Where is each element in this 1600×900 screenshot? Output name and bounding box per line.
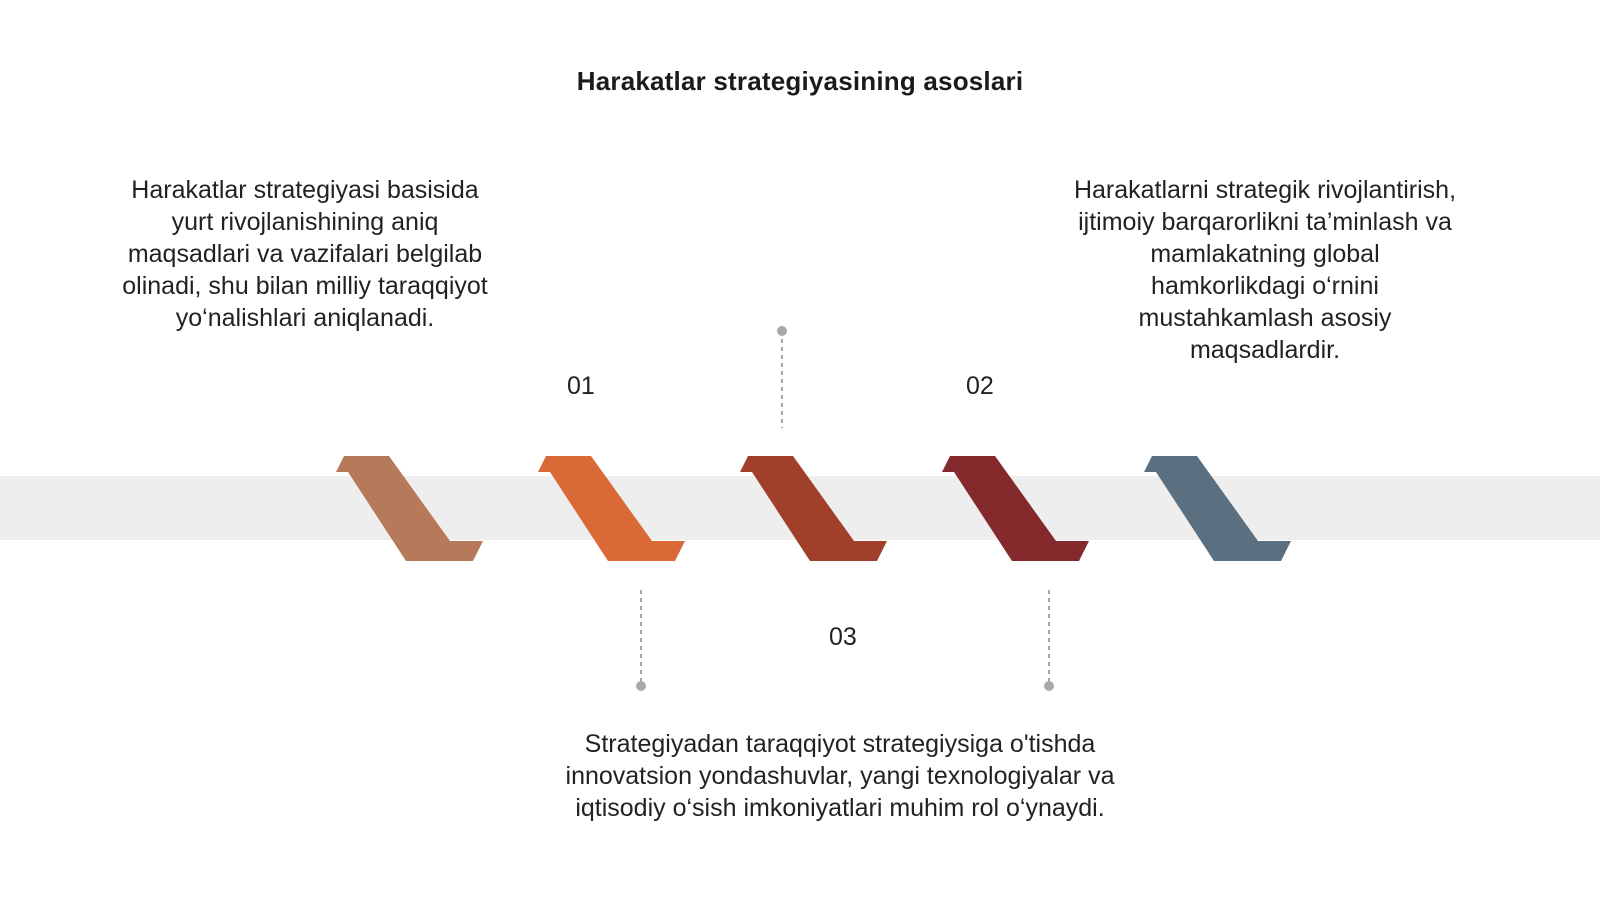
step-03-number: 03: [829, 623, 857, 651]
chevron-shape-2: [538, 456, 685, 561]
chevron-shape-4: [942, 456, 1089, 561]
step-01-text: Harakatlar strategiyasi basisida yurt rivojlanishining aniq maqsadlari va vazifalari belgilab olinadi, shu bilan milliy taraqqiyot yo‘nalishlari aniqlanadi.: [122, 176, 488, 332]
chevron-shape-1: [336, 456, 483, 561]
chevron-shape-3: [740, 456, 887, 561]
connector-top: [777, 326, 787, 428]
step-02-text: Harakatlarni strategik rivojlantirish, ijtimoiy barqarorlikni ta’minlash va mamlakatning global hamkorlikdagi o‘rnini mustahkamlash asosiy maqsadlardir.: [1073, 176, 1457, 364]
step-03-text: Strategiyadan taraqqiyot strategiysiga o'tishda innovatsion yondashuvlar, yangi texnologiyalar va iqtisodiy o‘sish imkoniyatlari muhim rol o‘ynaydi.: [565, 730, 1115, 822]
connector-bottom-right: [1044, 590, 1054, 691]
connector-bottom-left: [636, 590, 646, 691]
step-01-number: 01: [567, 372, 595, 400]
page-title: Harakatlar strategiyasining asoslari: [576, 66, 1024, 96]
chevron-shape-5: [1144, 456, 1291, 561]
step-02-number: 02: [966, 372, 994, 400]
